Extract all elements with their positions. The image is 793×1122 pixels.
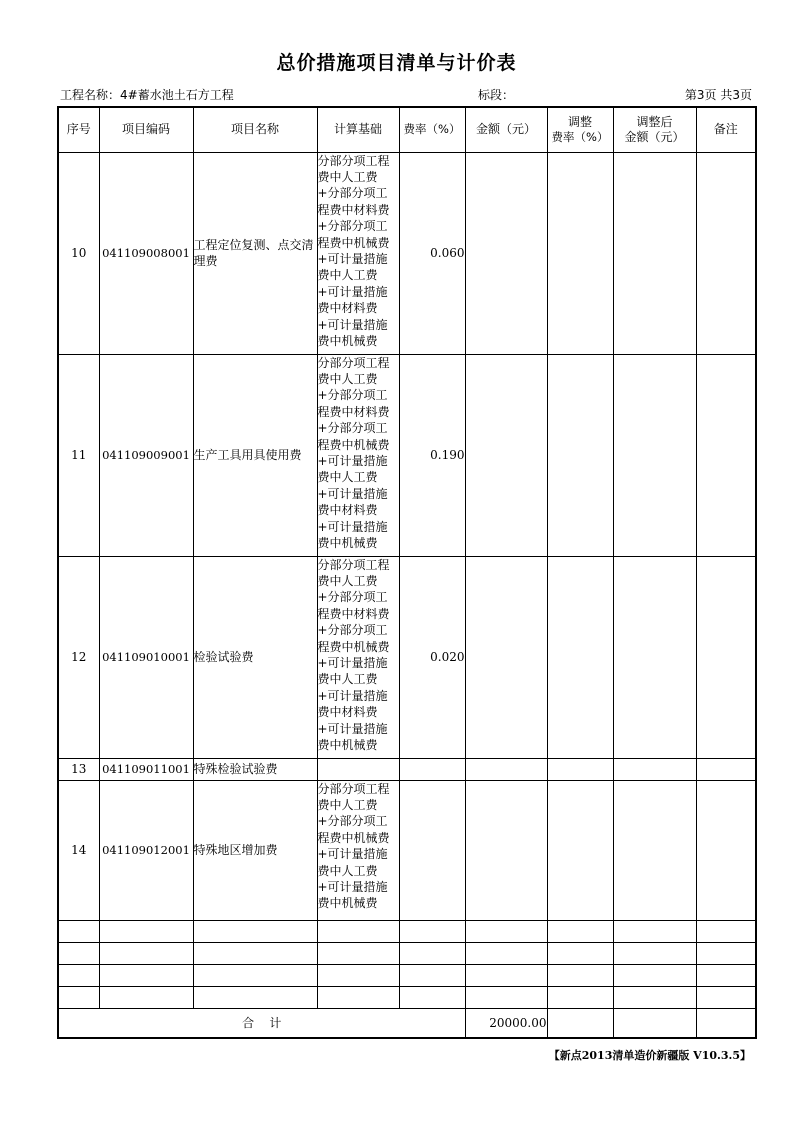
empty-row xyxy=(58,986,756,1008)
pricing-table xyxy=(57,106,757,1039)
row-adj-amount xyxy=(613,758,696,780)
row-name: 工程定位复测、点交清理费 xyxy=(193,152,317,354)
total-row xyxy=(58,1008,756,1038)
row-basis: 分部分项工程费中人工费+分部分项工程费中机械费+可计量措施费中人工费+可计量措施费中机械费 xyxy=(317,780,399,920)
row-code: 041109011001 xyxy=(99,758,193,780)
header-rate: 费率（%） xyxy=(399,107,465,152)
row-name: 生产工具用具使用费 xyxy=(193,354,317,556)
row-adj-amount xyxy=(613,780,696,920)
empty-row xyxy=(58,942,756,964)
header-basis: 计算基础 xyxy=(317,107,399,152)
header-code: 项目编码 xyxy=(99,107,193,152)
row-amount xyxy=(465,780,547,920)
row-name: 特殊地区增加费 xyxy=(193,780,317,920)
row-basis: 分部分项工程费中人工费+分部分项工程费中材料费+分部分项工程费中机械费+可计量措施费中人工费+可计量措施费中材料费+可计量措施费中机械费 xyxy=(317,556,399,758)
header-adj-amount-line1: 调整后 xyxy=(636,114,673,129)
row-rate xyxy=(399,758,465,780)
row-remark xyxy=(696,780,756,920)
row-amount xyxy=(465,556,547,758)
row-code: 041109008001 xyxy=(99,152,193,354)
total-amount: 20000.00 xyxy=(465,1008,547,1038)
row-code: 041109010001 xyxy=(99,556,193,758)
row-adj-rate xyxy=(547,556,613,758)
row-seq: 11 xyxy=(58,354,99,556)
table-row xyxy=(58,354,756,556)
header-adj-rate-line2: 费率（%） xyxy=(551,129,609,144)
row-adj-rate xyxy=(547,780,613,920)
row-adj-amount xyxy=(613,556,696,758)
row-rate xyxy=(399,780,465,920)
row-basis: 分部分项工程费中人工费+分部分项工程费中材料费+分部分项工程费中机械费+可计量措施费中人工费+可计量措施费中材料费+可计量措施费中机械费 xyxy=(317,152,399,354)
row-seq: 14 xyxy=(58,780,99,920)
row-rate: 0.020 xyxy=(399,556,465,758)
empty-row xyxy=(58,920,756,942)
row-basis xyxy=(317,758,399,780)
row-code: 041109012001 xyxy=(99,780,193,920)
header-amount: 金额（元） xyxy=(465,107,547,152)
row-adj-rate xyxy=(547,758,613,780)
page-title: 总价措施项目清单与计价表 xyxy=(276,52,517,74)
row-amount xyxy=(465,758,547,780)
row-adj-rate xyxy=(547,152,613,354)
row-seq: 10 xyxy=(58,152,99,354)
header-adj-amount xyxy=(613,107,696,152)
row-seq: 12 xyxy=(58,556,99,758)
row-adj-rate xyxy=(547,354,613,556)
row-amount xyxy=(465,354,547,556)
row-remark xyxy=(696,758,756,780)
row-name: 特殊检验试验费 xyxy=(193,758,317,780)
row-name: 检验试验费 xyxy=(193,556,317,758)
header-row xyxy=(58,107,756,152)
row-remark xyxy=(696,152,756,354)
software-footer: 【新点2013清单造价新疆版 V10.3.5】 xyxy=(548,1049,751,1062)
header-adj-rate xyxy=(547,107,613,152)
row-remark xyxy=(696,354,756,556)
table-row xyxy=(58,152,756,354)
header-remark: 备注 xyxy=(696,107,756,152)
row-seq: 13 xyxy=(58,758,99,780)
row-rate: 0.060 xyxy=(399,152,465,354)
row-rate: 0.190 xyxy=(399,354,465,556)
page-number: 第3页 共3页 xyxy=(684,88,752,102)
row-adj-amount xyxy=(613,152,696,354)
header-seq: 序号 xyxy=(58,107,99,152)
row-adj-amount xyxy=(613,354,696,556)
header-adj-amount-line2: 金额（元） xyxy=(624,129,685,144)
header-name: 项目名称 xyxy=(193,107,317,152)
section-label: 标段： xyxy=(478,88,515,102)
row-basis: 分部分项工程费中人工费+分部分项工程费中材料费+分部分项工程费中机械费+可计量措施费中人工费+可计量措施费中材料费+可计量措施费中机械费 xyxy=(317,354,399,556)
table-row xyxy=(58,758,756,780)
project-name: 工程名称：4#蓄水池土石方工程 xyxy=(60,88,234,102)
row-amount xyxy=(465,152,547,354)
table-row xyxy=(58,780,756,920)
row-remark xyxy=(696,556,756,758)
table-row xyxy=(58,556,756,758)
row-code: 041109009001 xyxy=(99,354,193,556)
header-adj-rate-line1: 调整 xyxy=(567,114,592,129)
empty-row xyxy=(58,964,756,986)
total-label: 合 计 xyxy=(58,1008,465,1038)
